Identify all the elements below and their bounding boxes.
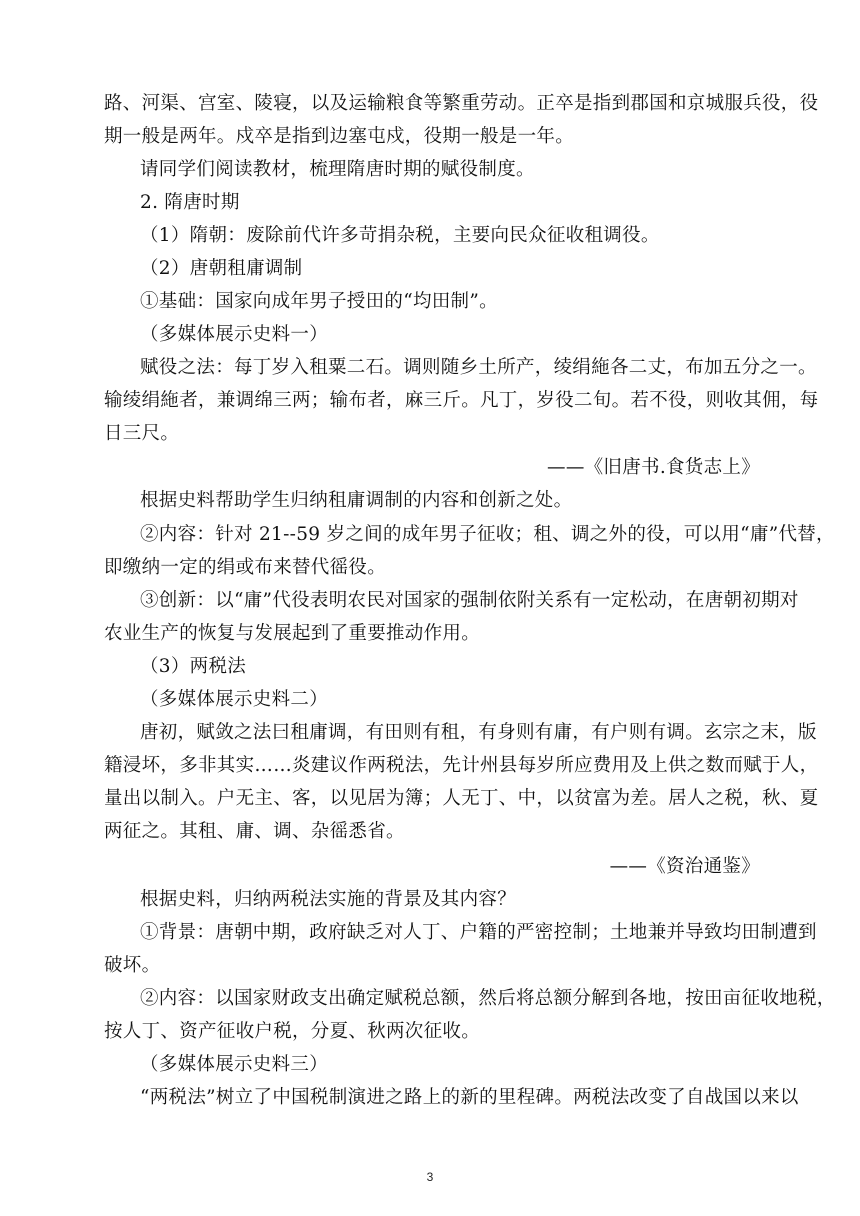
text-line: 路、河渠、宫室、陵寝，以及运输粮食等繁重劳动。正卒是指到郡国和京城服兵役，役 (104, 93, 819, 114)
text-line: ①背景：唐朝中期，政府缺乏对人丁、户籍的严密控制；土地兼并导致均田制遭到 (140, 922, 817, 943)
quote-line: 输绫绢絁者，兼调绵三两；输布者，麻三斤。凡丁，岁役二旬。若不役，则收其佣，每 (104, 390, 819, 411)
text-line: 根据史料，归纳两税法实施的背景及其内容？ (140, 889, 517, 910)
source-citation: ——《旧唐书.食货志上》 (547, 457, 760, 478)
subsection-heading: （2）唐朝租庸调制 (140, 258, 303, 279)
note-line: （多媒体展示史料一） (140, 324, 329, 345)
text-line: ②内容：以国家财政支出确定赋税总额，然后将总额分解到各地，按田亩征收地税， (140, 988, 836, 1009)
quote-line: 唐初，赋敛之法曰租庸调，有田则有租，有身则有庸，有户则有调。玄宗之末，版 (140, 722, 817, 743)
text-line: ①基础：国家向成年男子授田的“均田制”。 (140, 291, 498, 312)
quote-line: 赋役之法：每丁岁入租粟二石。调则随乡土所产，绫绢絁各二丈，布加五分之一。 (140, 357, 817, 378)
subsection-heading: （3）两税法 (140, 656, 247, 677)
note-line: （多媒体展示史料二） (140, 689, 329, 710)
text-line: 按人丁、资产征收户税，分夏、秋两次征收。 (104, 1021, 481, 1042)
text-line: 期一般是两年。戍卒是指到边塞屯戍，役期一般是一年。 (104, 126, 575, 147)
section-heading: 2. 隋唐时期 (140, 192, 240, 213)
text-line: ②内容：针对 21--59 岁之间的成年男子征收；租、调之外的役，可以用“庸”代替， (140, 524, 835, 545)
text-line: “两税法”树立了中国税制演进之路上的新的里程碑。两税法改变了自战国以来以 (140, 1087, 799, 1108)
text-line: 请同学们阅读教材，梳理隋唐时期的赋役制度。 (140, 159, 535, 180)
quote-line: 日三尺。 (104, 423, 180, 444)
quote-line: 两征之。其租、庸、调、杂徭悉省。 (104, 821, 405, 842)
quote-line: 量出以制入。户无主、客，以见居为簿；人无丁、中，以贫富为差。居人之税，秋、夏 (104, 788, 819, 809)
page-number: 3 (426, 1170, 434, 1184)
text-line: 农业生产的恢复与发展起到了重要推动作用。 (104, 623, 481, 644)
text-line: 即缴纳一定的绢或布来替代徭役。 (104, 557, 387, 578)
text-line: 根据史料帮助学生归纳租庸调制的内容和创新之处。 (140, 490, 573, 511)
subsection-line: （1）隋朝：废除前代许多苛捐杂税，主要向民众征收租调役。 (140, 225, 660, 246)
note-line: （多媒体展示史料三） (140, 1054, 329, 1075)
text-line: 破坏。 (104, 955, 161, 976)
text-line: ③创新：以“庸”代役表明农民对国家的强制依附关系有一定松动，在唐朝初期对 (140, 590, 799, 611)
quote-line: 籍浸坏，多非其实……炎建议作两税法，先计州县每岁所应费用及上供之数而赋于人， (104, 755, 819, 776)
source-citation: ——《资治通鉴》 (609, 856, 760, 877)
